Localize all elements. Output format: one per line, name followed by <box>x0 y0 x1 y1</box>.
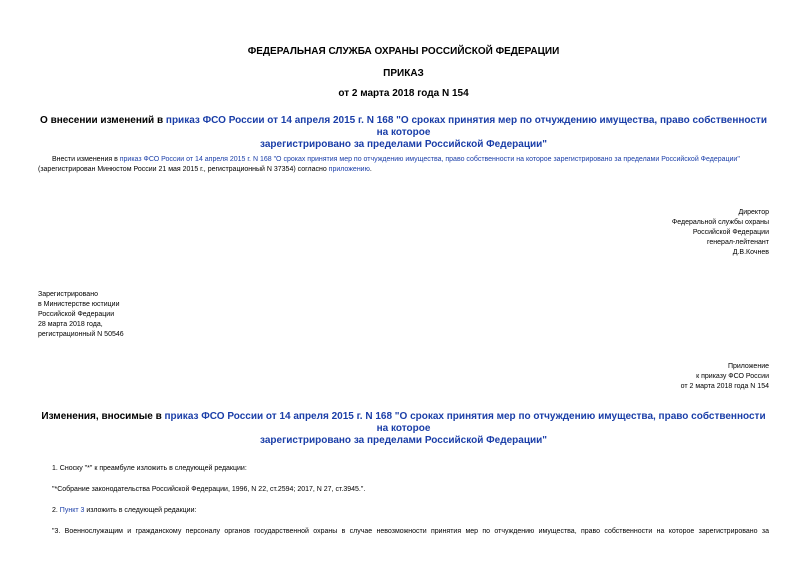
signature-line: Д.В.Кочнев <box>732 249 769 256</box>
item-2-link[interactable]: Пункт 3 <box>59 507 85 514</box>
preamble-order-link[interactable]: приказ ФСО России от 14 апреля 2015 г. N 168 "О сроках принятия мер по отчуждению имущества, право собственности на которое зарегистрировано за пределами Российской Федерации" <box>119 156 740 163</box>
preamble-paragraph <box>38 155 769 175</box>
preamble-lead: Внести изменения в <box>52 156 120 163</box>
order-title-link-cont[interactable]: зарегистрировано за пределами Российской Федерации" <box>260 139 547 150</box>
registration-block <box>38 290 124 340</box>
item-1: 1. Сноску "*" к преамбуле изложить в следующей редакции: <box>52 465 247 472</box>
registration-line: регистрационный N 50546 <box>38 331 124 338</box>
doc-type-heading: ПРИКАЗ <box>383 68 424 79</box>
item-2-lead: 2. <box>52 507 60 514</box>
preamble-end: . <box>369 166 372 173</box>
item-2 <box>38 506 769 516</box>
order-title-link[interactable]: приказ ФСО России от 14 апреля 2015 г. N 168 "О сроках принятия мер по отчуждению имущества, право собственности на которое <box>165 115 767 138</box>
signature-block <box>672 208 769 258</box>
preamble-appendix-link[interactable]: приложению <box>328 166 370 173</box>
registration-line: Российской Федерации <box>38 311 115 318</box>
preamble-tail: (зарегистрирован Минюстом России 21 мая 2015 г., регистрационный N 37354) согласно <box>38 166 329 173</box>
changes-title-link[interactable]: приказ ФСО России от 14 апреля 2015 г. N 168 "О сроках принятия мер по отчуждению имущества, право собственности на которое <box>164 411 766 434</box>
item-2-tail: изложить в следующей редакции: <box>84 507 197 514</box>
signature-line: Директор <box>738 209 769 216</box>
registration-line: в Министерстве юстиции <box>38 301 120 308</box>
agency-heading: ФЕДЕРАЛЬНАЯ СЛУЖБА ОХРАНЫ РОССИЙСКОЙ ФЕДЕРАЦИИ <box>247 46 560 57</box>
appendix-line: Приложение <box>727 363 769 370</box>
appendix-block <box>681 362 769 392</box>
changes-title-prefix: Изменения, вносимые в <box>41 411 165 422</box>
signature-line: Федеральной службы охраны <box>671 219 769 226</box>
doc-date-number: от 2 марта 2018 года N 154 <box>338 88 469 99</box>
changes-title <box>40 411 767 447</box>
order-title <box>40 115 767 151</box>
order-title-prefix: О внесении изменений в <box>40 115 166 126</box>
item-1-quote: "*Собрание законодательства Российской Федерации, 1996, N 22, ст.2594; 2017, N 27, ст.3945.". <box>52 486 366 493</box>
registration-line: 28 марта 2018 года, <box>38 321 103 328</box>
changes-title-link-cont[interactable]: зарегистрировано за пределами Российской Федерации" <box>260 435 547 446</box>
appendix-line: от 2 марта 2018 года N 154 <box>680 383 769 390</box>
signature-line: генерал-лейтенант <box>707 239 769 246</box>
item-3: "3. Военнослужащим и гражданскому персоналу органов государственной охраны в случае невозможности принятия мер по отчуждению имущества, право собственности на которое зарегистрировано за <box>52 528 769 535</box>
registration-line: Зарегистрировано <box>38 291 98 298</box>
signature-line: Российской Федерации <box>692 229 769 236</box>
appendix-line: к приказу ФСО России <box>696 373 769 380</box>
